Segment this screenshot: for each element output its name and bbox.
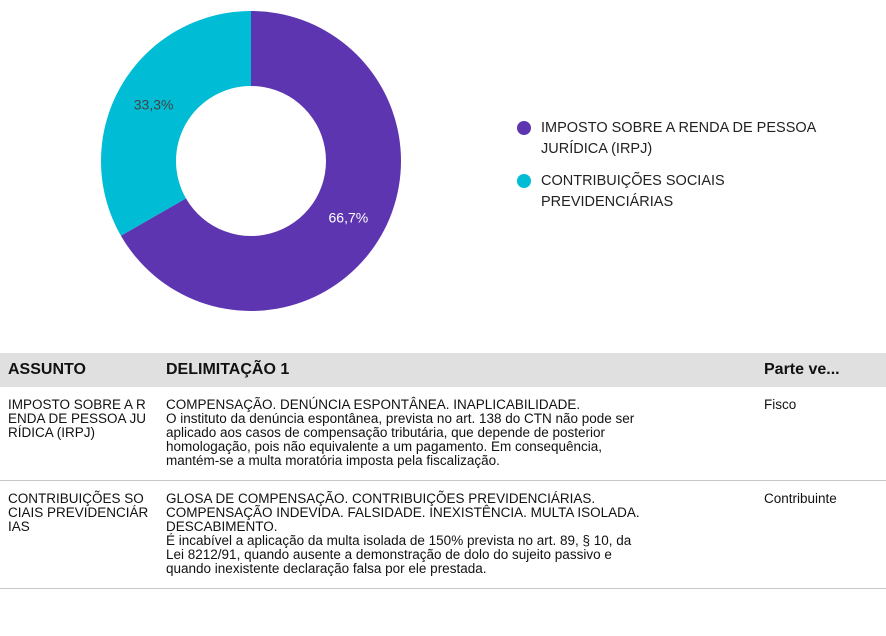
legend-swatch <box>517 121 531 135</box>
legend-swatch <box>517 174 531 188</box>
cell-party: Fisco <box>756 387 886 481</box>
cell-subject: CONTRIBUIÇÕES SOCIAIS PREVIDENCIÁRIAS <box>0 481 158 589</box>
results-table <box>0 353 886 589</box>
column-header-delimitacao[interactable]: DELIMITAÇÃO 1 <box>158 353 756 387</box>
column-header-parte[interactable]: Parte ve... <box>756 353 886 387</box>
legend-item-contribuicoes[interactable] <box>517 171 817 213</box>
cell-subject: IMPOSTO SOBRE A RENDA DE PESSOA JURÍDICA (IRPJ) <box>0 387 158 481</box>
donut-chart <box>0 0 520 330</box>
cell-delimitation <box>158 481 756 589</box>
legend-label: IMPOSTO SOBRE A RENDA DE PESSOA JURÍDICA (IRPJ) <box>541 120 816 157</box>
slice-value-label: 66,7% <box>328 209 369 226</box>
column-header-assunto[interactable]: ASSUNTO <box>0 353 158 387</box>
donut-slice[interactable] <box>101 11 251 236</box>
legend-item-irpj[interactable] <box>517 118 817 160</box>
legend-label: CONTRIBUIÇÕES SOCIAIS PREVIDENCIÁRIAS <box>541 173 725 210</box>
chart-legend <box>517 118 817 224</box>
delimitation-text: COMPENSAÇÃO. DENÚNCIA ESPONTÂNEA. INAPLICABILIDADE. O instituto da denúncia espontânea, prevista no art. 138 do CTN não pode ser aplicado aos casos de compensação tributária, que depende de posterior homologação, pois não equivalente a um pagamento. Em consequência, mantém-se a multa moratória imposta pela fiscalização. <box>166 397 635 468</box>
delimitation-text: GLOSA DE COMPENSAÇÃO. CONTRIBUIÇÕES PREVIDENCIÁRIAS. COMPENSAÇÃO INDEVIDA. FALSIDADE. INEXISTÊNCIA. MULTA ISOLADA. DESCABIMENTO. É incabível a aplicação da multa isolada de 150% prevista no art. 89, § 10, da Lei 8212/91, quando ausente a demonstração de dolo do sujeito passivo e quando inexistente declaração falsa por ele prestada. <box>166 491 640 576</box>
table-row <box>0 481 886 589</box>
cell-party: Contribuinte <box>756 481 886 589</box>
slice-value-label: 33,3% <box>133 96 174 113</box>
table-row <box>0 387 886 481</box>
table-header-row <box>0 353 886 387</box>
cell-delimitation <box>158 387 756 481</box>
